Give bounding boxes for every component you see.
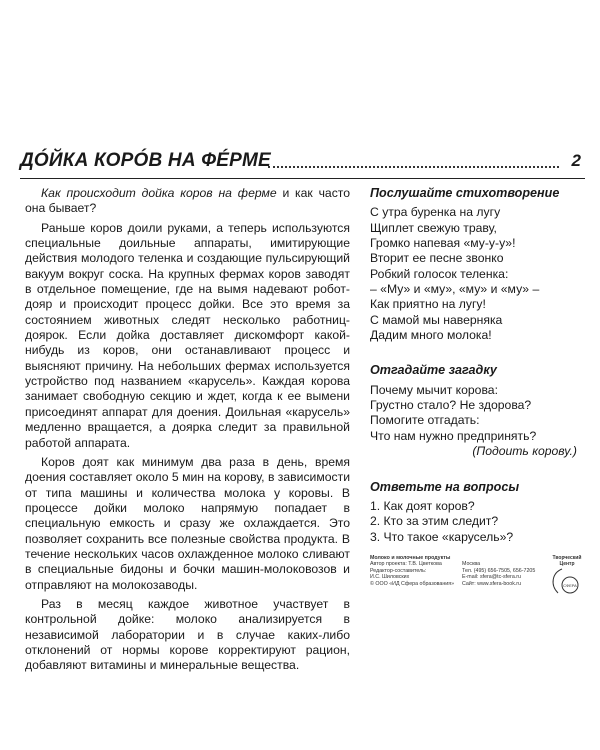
publisher-imprint (370, 555, 585, 597)
riddle (370, 383, 585, 460)
poem (370, 205, 585, 343)
riddle-answer: (Подоить корову.) (472, 444, 577, 459)
main-text-column (25, 186, 350, 674)
poem-line: Как приятно на лугу! (370, 297, 486, 312)
riddle-line: Помогите отгадать: (370, 413, 480, 428)
page-number: 2 (571, 151, 581, 170)
intro-question: Как происходит дойка коров на ферме (41, 186, 277, 200)
imprint-copyright: © ООО «ИД Сфера образования» (370, 580, 455, 587)
imprint-credits (370, 555, 462, 587)
imprint-phone: Тел. (495) 656-7505, 656-7205 (462, 567, 536, 574)
riddle-line: Почему мычит корова: (370, 382, 498, 397)
imprint-site: Сайт: www.sfera-book.ru (462, 580, 522, 587)
logo-badge-text: СФЕРА (563, 583, 577, 588)
questions-list (370, 499, 585, 545)
logo-line-1: Творческий (552, 555, 582, 561)
imprint-product: Молоко и молочные продукты (370, 555, 451, 561)
publisher-logo (548, 555, 586, 595)
paragraph-milking-methods: Раньше коров доили руками, а теперь используются специальные доильные аппараты, имитирующие действия молодого теленка и создающие пульсирующий вакуум вокруг соска. На крупных фермах коров заводят в отдельное помещение, где на вымя надевают робот-дояр и происходит процесс дойки. Все это время за состоянием животных следят несколько работниц-доярок. Если дойка доставляет дискомфорт какой-нибудь из коров, они останавливают процесс и выясняют причину. На небольших фермах используется устройство под названием «карусель». Каждая корова занимает свободную секцию и ждет, когда к ее вымени присоединят аппарат для доения. Доильная «карусель» медленно вращается, а доярка следит за правильной работой аппарата. (25, 220, 350, 450)
poem-line: Щиплет свежую траву, (370, 220, 497, 235)
paragraph-control-milking: Раз в месяц каждое животное участвует в контрольной дойке: молоко анализируется в независимой лаборатории и в случае каких-либо отклонений от нормы корове корректируют рацион, добавляют витамины и минеральные вещества. (25, 596, 350, 673)
poem-heading: Послушайте стихотворение (370, 186, 560, 200)
poem-line: С утра буренка на лугу (370, 205, 501, 220)
question-item: 2. Кто за этим следит? (370, 514, 499, 529)
paragraph-milking-frequency: Коров доят как минимум два раза в день, время доения составляет около 5 мин на корову, в зависимости от типа машины и количества молока у коровы. В процессе дойки молоко напрямую попадает в специальную емкость и сразу же охлаждается. Это позволяет сохранить все полезные свойства продукта. В течение нескольких часов охлажденное молоко сливают в специальные бидоны и бочки машин-молоковозов и отправляют на молокозаводы. (25, 454, 351, 592)
intro-paragraph (25, 186, 350, 217)
imprint-editor: И.С. Шиловских (370, 574, 410, 581)
poem-line: Вторит ее песне звонко (370, 251, 504, 266)
imprint-author: Автор проекта: Т.В. Цветкова (370, 561, 442, 568)
riddle-line: Что нам нужно предпринять? (370, 428, 537, 443)
sphere-logo-icon (548, 555, 586, 595)
side-column (370, 186, 585, 545)
poem-line: Громко напевая «му-у-у»! (370, 236, 516, 251)
page-title: ДÓЙКА КОРÓВ НА ФÉРМЕ (20, 150, 271, 171)
title-row (20, 150, 585, 174)
riddle-line: Грустно стало? Не здорова? (370, 398, 532, 413)
title-dot-leader (268, 166, 559, 168)
imprint-contacts (462, 555, 546, 587)
riddle-heading: Отгадайте загадку (370, 363, 497, 378)
logo-line-2: Центр (559, 561, 575, 567)
intro-rest: и как часто она бывает? (25, 186, 351, 216)
poem-line: Дадим много молока! (370, 328, 492, 343)
title-rule (20, 178, 585, 179)
questions-heading: Ответьте на вопросы (370, 479, 520, 494)
imprint-email: E-mail: sfera@tc-sfera.ru (462, 574, 521, 581)
imprint-editor-label: Редактор-составитель: (370, 567, 427, 574)
poem-line: С мамой мы наверняка (370, 312, 503, 327)
imprint-city: Москва (462, 561, 481, 568)
question-item: 3. Что такое «карусель»? (370, 529, 514, 544)
poem-line: – «Му» и «му», «му» и «му» – (370, 282, 540, 297)
poem-line: Робкий голосок теленка: (370, 266, 509, 281)
question-item: 1. Как доят коров? (370, 498, 475, 513)
